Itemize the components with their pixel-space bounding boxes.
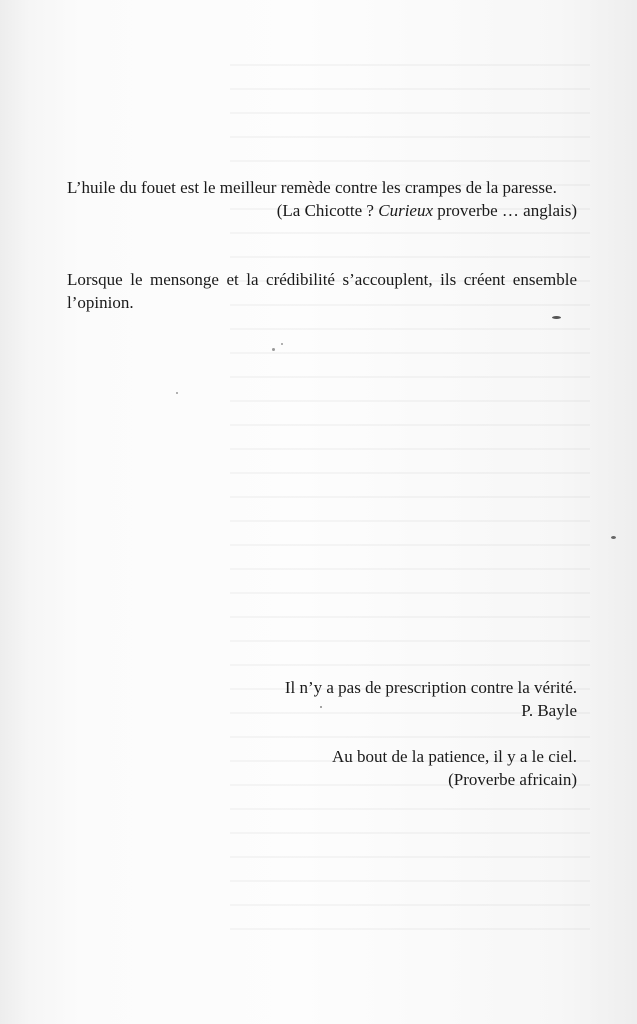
quote-4-text: Au bout de la patience, il y a le ciel.	[332, 747, 577, 766]
quote-2-text: Lorsque le mensonge et la crédibilité s’accouplent, ils créent ensemble l’opinion.	[67, 270, 577, 312]
speck	[320, 706, 322, 708]
quote-3-attribution: P. Bayle	[521, 701, 577, 720]
quote-1-attribution-suffix: proverbe … anglais)	[433, 201, 577, 220]
speck	[176, 392, 178, 394]
quote-1-attribution	[67, 199, 577, 222]
quote-1-attribution-emphasis: Curieux	[378, 201, 434, 220]
quote-3-text: Il n’y a pas de prescription contre la vérité.	[284, 678, 577, 697]
speck	[611, 536, 616, 539]
quote-block-2	[67, 268, 577, 314]
speck	[281, 343, 283, 345]
speck	[552, 316, 561, 319]
quote-block-3	[200, 676, 577, 722]
quote-1-text: L’huile du fouet est le meilleur remède contre les crampes de la paresse.	[67, 178, 557, 197]
quote-1-attribution-prefix: (La Chicotte ?	[276, 201, 379, 220]
quote-4-attribution: (Proverbe africain)	[448, 770, 577, 789]
speck	[272, 348, 275, 351]
quote-block-1	[67, 176, 577, 222]
quote-block-4	[200, 745, 577, 791]
